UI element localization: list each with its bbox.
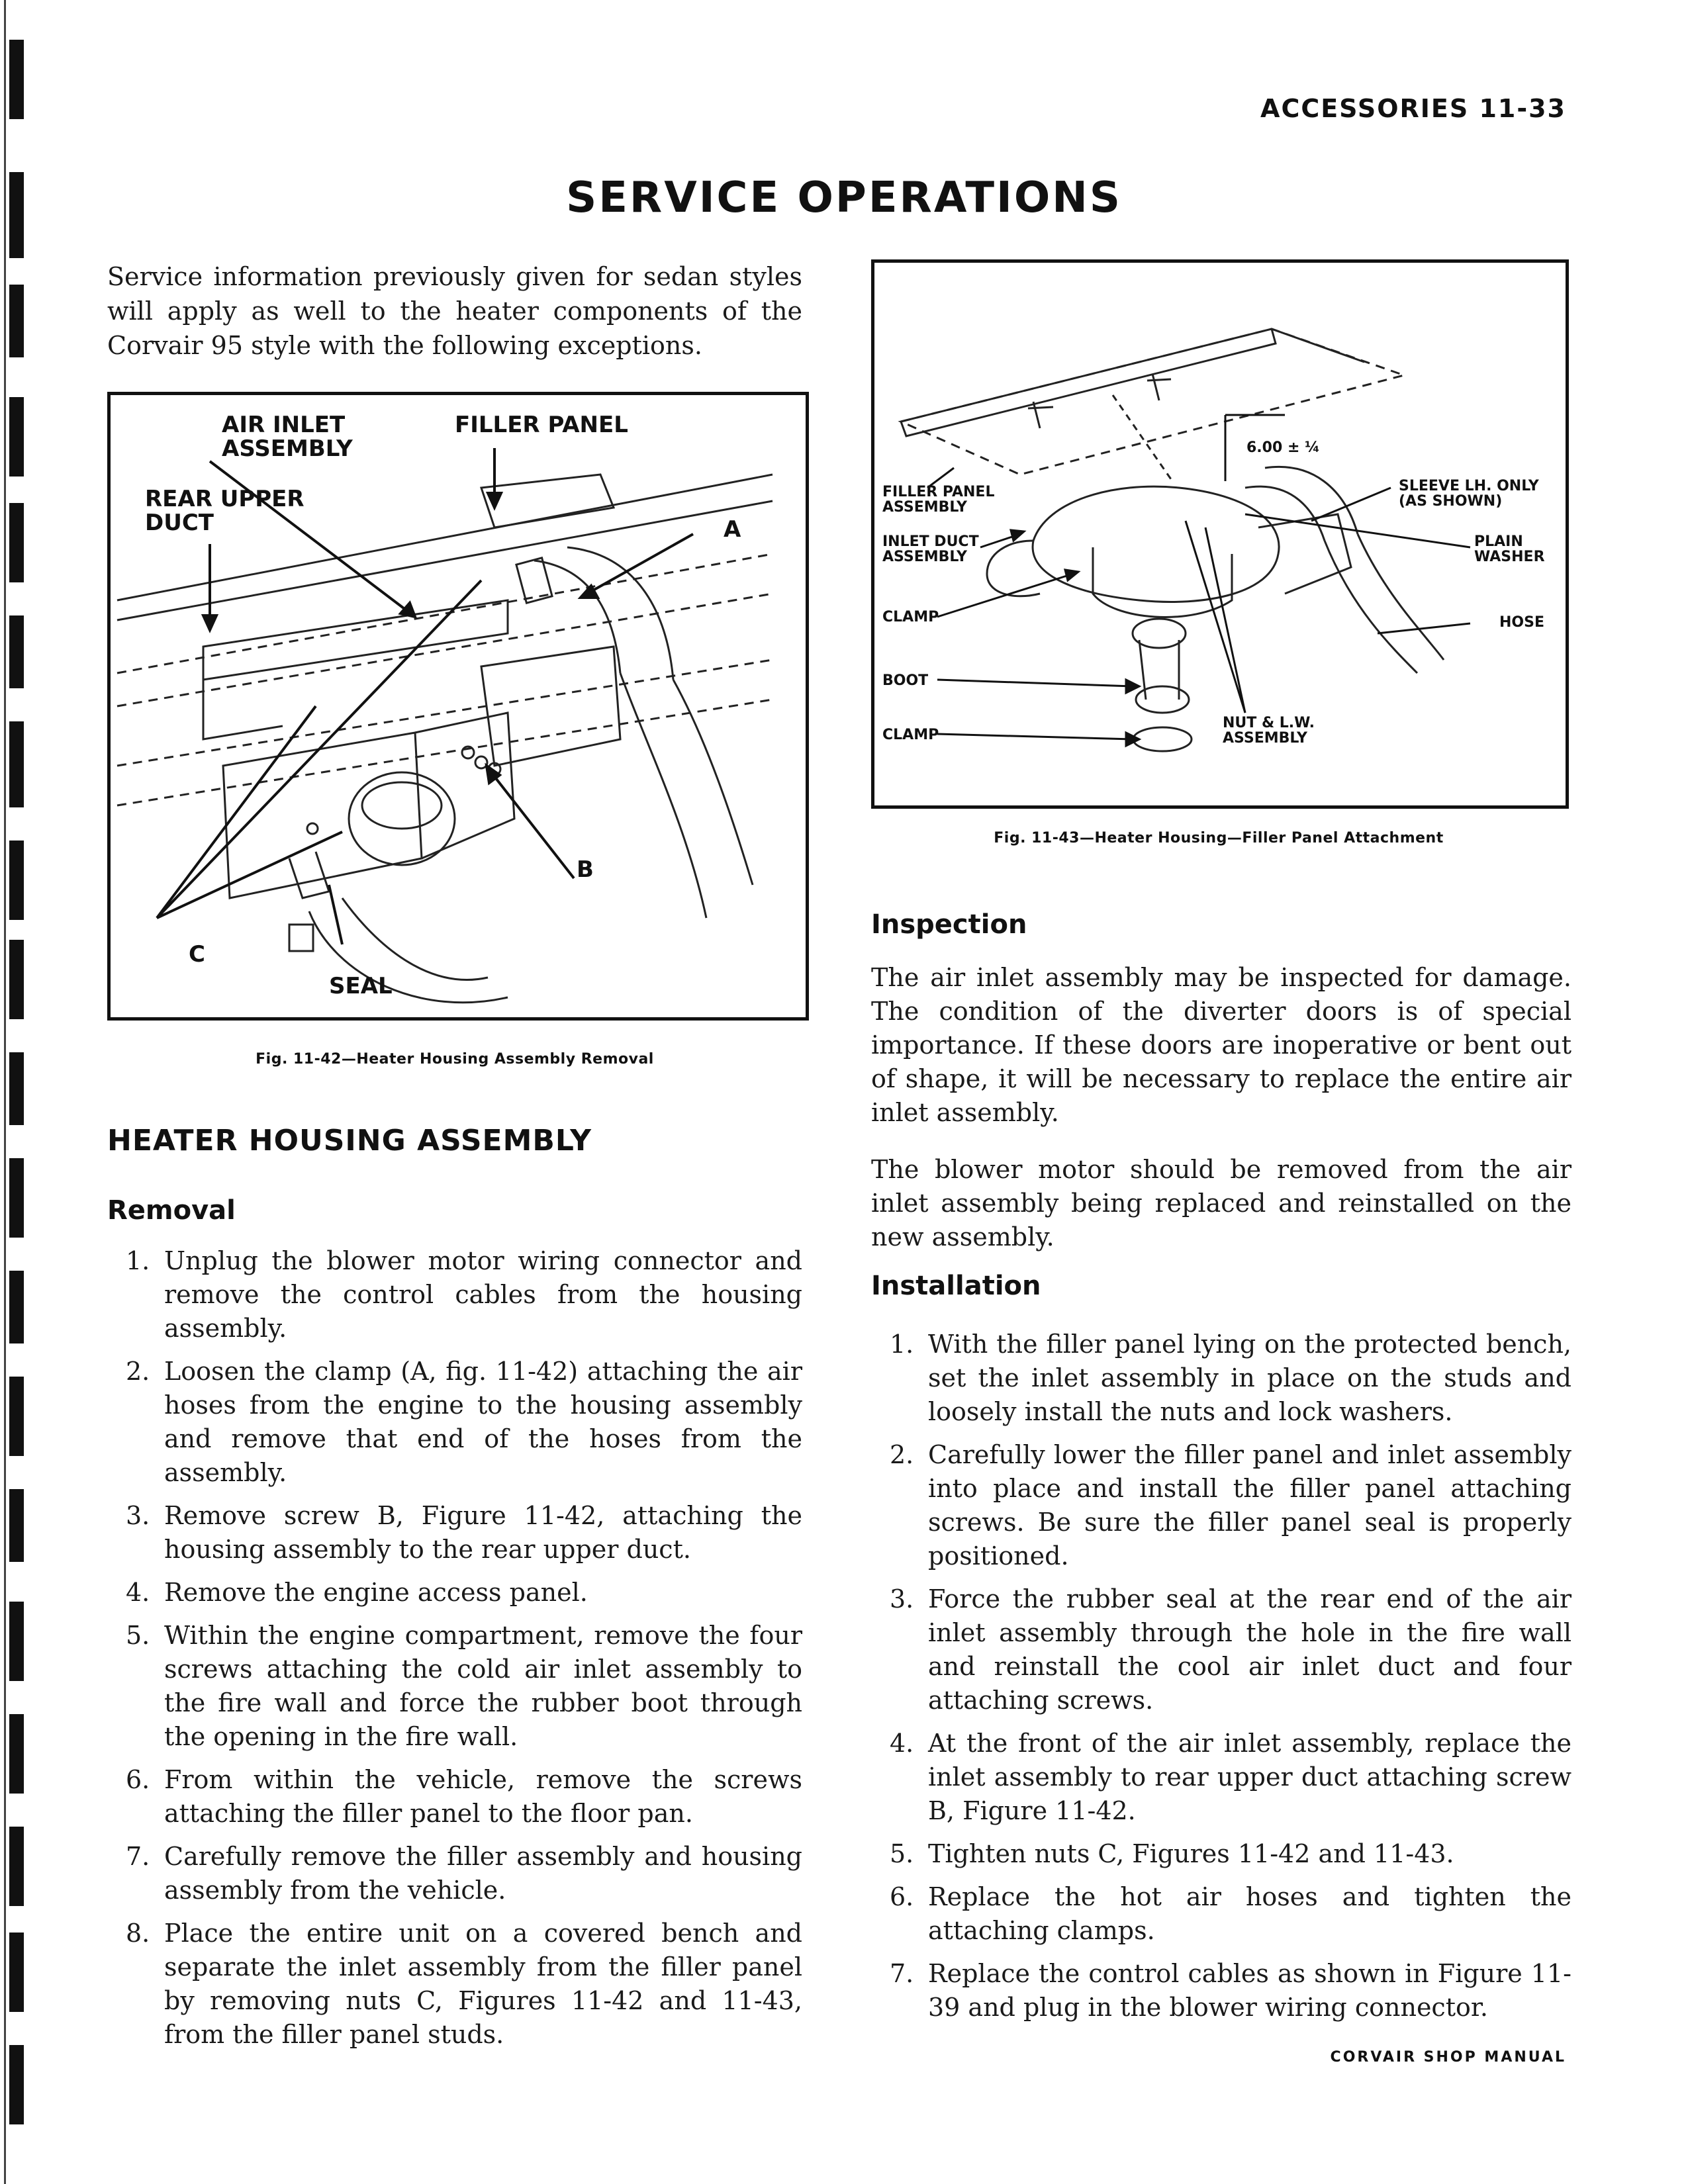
step-number: 7. [890,1959,914,1988]
installation-steps [871,1328,1571,2034]
binding-edge-marks [0,0,46,2184]
intro-paragraph: Service information previously given for sedan styles will apply as well to the heater components of the Corvair 95 style with the following exceptions. [107,262,802,360]
list-item [871,1582,1571,1717]
list-item [871,1328,1571,1429]
inspection-heading: Inspection [871,909,1027,940]
step-text: With the filler panel lying on the protected bench, set the inlet assembly in place on the studs and loosely install the nuts and lock washers. [928,1330,1571,1426]
label-b: B [577,856,594,883]
label-c: C [189,941,205,968]
step-number: 5. [126,1621,150,1650]
label-nut-lw-assembly: NUT & L.W. ASSEMBLY [1223,715,1315,747]
left-column-intro [107,259,802,363]
step-number: 1. [890,1330,914,1359]
list-item [107,1499,802,1567]
list-item [107,1576,802,1610]
label-filler-panel-assembly: FILLER PANEL ASSEMBLY [882,484,995,516]
installation-heading: Installation [871,1271,1041,1301]
label-clamp-lower: CLAMP [882,727,939,743]
label-air-inlet-assembly: AIR INLET ASSEMBLY [222,412,353,462]
list-item [107,1619,802,1754]
list-item [871,1727,1571,1828]
list-item [107,1840,802,1907]
list-item [107,1355,802,1490]
step-text: Within the engine compartment, remove the four screws attaching the cold air inlet assembly to the fire wall and force the rubber boot through the opening in the fire wall. [164,1621,802,1751]
list-item [871,1837,1571,1871]
step-number: 6. [890,1882,914,1911]
step-number: 5. [890,1839,914,1868]
removal-heading: Removal [107,1195,236,1226]
label-hose: HOSE [1499,614,1544,631]
label-boot: BOOT [882,672,929,689]
step-number: 7. [126,1842,150,1871]
step-text: Replace the control cables as shown in Figure 11-39 and plug in the blower wiring connector. [928,1959,1571,2022]
heater-housing-heading: HEATER HOUSING ASSEMBLY [107,1124,592,1158]
filler-panel-attachment-illustration [874,263,1559,799]
label-dimension: 6.00 ± ¼ [1246,439,1320,456]
running-head: ACCESSORIES 11-33 [1260,94,1566,123]
step-text: Carefully remove the filler assembly and housing assembly from the vehicle. [164,1842,802,1905]
step-text: Unplug the blower motor wiring connector and remove the control cables from the housing assembly. [164,1246,802,1343]
list-item [871,1957,1571,2025]
step-number: 3. [890,1584,914,1614]
step-text: Remove screw B, Figure 11-42, attaching the housing assembly to the rear upper duct. [164,1501,802,1564]
list-item [107,1917,802,2052]
figure-11-42-caption: Fig. 11-42—Heater Housing Assembly Removal [256,1051,654,1068]
footer: CORVAIR SHOP MANUAL [1330,2049,1566,2066]
label-a: A [724,516,741,543]
step-text: Tighten nuts C, Figures 11-42 and 11-43. [928,1839,1454,1868]
step-text: At the front of the air inlet assembly, replace the inlet assembly to rear upper duct attaching screw B, Figure 11-42. [928,1729,1571,1825]
figure-11-43 [871,259,1569,809]
step-text: Carefully lower the filler panel and inlet assembly into place and install the filler panel attaching screws. Be sure the filler panel seal is properly positioned. [928,1440,1571,1570]
inspection-paragraph-1: The air inlet assembly may be inspected for damage. The condition of the diverter doors is of special importance. If these doors are inoperative or bent out of shape, it will be necessary to replace the entire air inlet assembly. [871,963,1571,1127]
page-title: SERVICE OPERATIONS [566,173,1122,222]
step-text: Place the entire unit on a covered bench and separate the inlet assembly from the filler panel by removing nuts C, Figures 11-42 and 11-43, from the filler panel studs. [164,1919,802,2049]
label-filler-panel: FILLER PANEL [455,412,628,438]
step-text: Force the rubber seal at the rear end of the air inlet assembly through the hole in the fire wall and reinstall the cool air inlet duct and four attaching screws. [928,1584,1571,1715]
label-clamp-upper: CLAMP [882,609,939,625]
inspection-paragraph-2: The blower motor should be removed from the air inlet assembly being replaced and reinstalled on the new assembly. [871,1155,1571,1251]
step-number: 2. [890,1440,914,1469]
step-number: 4. [126,1578,150,1607]
list-item [107,1244,802,1345]
list-item [107,1763,802,1831]
step-text: Remove the engine access panel. [164,1578,588,1607]
label-plain-washer: PLAIN WASHER [1474,533,1545,566]
figure-11-43-caption: Fig. 11-43—Heater Housing—Filler Panel Attachment [994,830,1444,846]
step-number: 2. [126,1357,150,1386]
removal-steps [107,1244,802,2061]
list-item [871,1438,1571,1573]
step-number: 3. [126,1501,150,1530]
step-number: 6. [126,1765,150,1794]
label-rear-upper-duct: REAR UPPER DUCT [145,486,305,536]
step-number: 1. [126,1246,150,1275]
figure-11-42 [107,392,809,1021]
step-text: From within the vehicle, remove the screws attaching the filler panel to the floor pan. [164,1765,802,1828]
label-inlet-duct-assembly: INLET DUCT ASSEMBLY [882,533,979,566]
label-sleeve: SLEEVE LH. ONLY (AS SHOWN) [1399,478,1539,510]
label-seal: SEAL [329,973,393,999]
step-text: Replace the hot air hoses and tighten the attaching clamps. [928,1882,1571,1945]
step-number: 4. [890,1729,914,1758]
list-item [871,1880,1571,1948]
step-number: 8. [126,1919,150,1948]
step-text: Loosen the clamp (A, fig. 11-42) attaching the air hoses from the engine to the housing assembly and remove that end of the hoses from the assembly. [164,1357,802,1487]
